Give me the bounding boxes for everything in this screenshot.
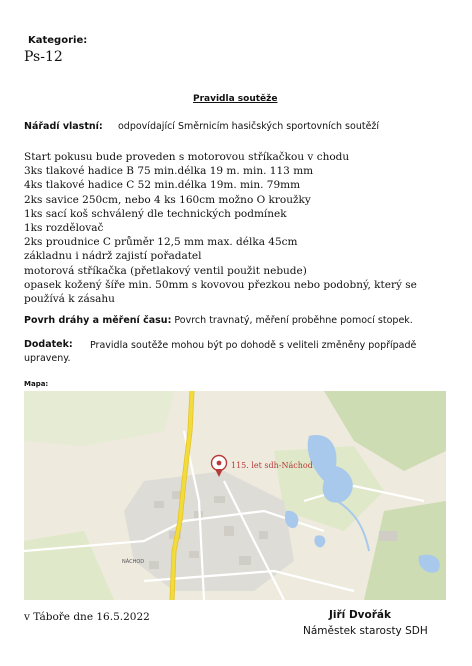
list-line: 4ks tlakové hadice C 52 min.délka 19m. min. 79mm	[24, 179, 301, 192]
signer-name: Jiří Dvořák	[329, 609, 391, 621]
surface-label: Povrh dráhy a měření času:	[24, 315, 172, 326]
list-line: motorová stříkačka (přetlakový ventil použit nebude)	[24, 264, 307, 277]
list-line: 3ks tlakové hadice B 75 min.délka 19 m. min. 113 mm	[24, 165, 314, 178]
map-marker-label: 115. let sdh-Náchod	[231, 461, 313, 470]
tools-label: Nářadí vlastní:	[24, 121, 103, 132]
addendum-label: Dodatek:	[24, 339, 73, 350]
place-date: v Táboře dne 16.5.2022	[24, 611, 150, 623]
tools-text: odpovídající Směrnicím hasičských sportovních soutěží	[118, 121, 380, 132]
map-image	[24, 391, 446, 600]
rules-title: Pravidla soutěže	[193, 94, 278, 104]
list-line: 1ks sací koš schválený dle technických podmínek	[24, 207, 287, 220]
equipment-list	[24, 150, 454, 306]
list-line: základnu i nádrž zajistí pořadatel	[24, 250, 202, 263]
surface-paragraph	[24, 315, 413, 326]
map-town-label: NÁCHOD	[122, 559, 145, 565]
addendum-text: Pravidla soutěže mohou být po dohodě s veliteli změněny popřípadě upraveny.	[24, 340, 417, 364]
list-line: Start pokusu bude proveden s motorovou stříkačkou v chodu	[24, 151, 350, 163]
category-value: Ps-12	[24, 49, 63, 65]
signer-title: Náměstek starosty SDH	[303, 625, 428, 637]
list-line: 2ks savice 250cm, nebo 4 ks 160cm možno O kroužky	[24, 193, 311, 206]
map-label: Mapa:	[24, 380, 49, 388]
category-label: Kategorie:	[28, 35, 88, 46]
list-line: opasek kožený šíře min. 50mm s kovovou přezkou nebo podobný, který se používá k zásahu	[24, 278, 417, 306]
list-line: 2ks proudnice C průměr 12,5 mm max. délka 45cm	[24, 236, 298, 249]
list-line: 1ks rozdělovač	[24, 222, 104, 235]
surface-text: Povrch travnatý, měření proběhne pomocí stopek.	[174, 315, 413, 326]
